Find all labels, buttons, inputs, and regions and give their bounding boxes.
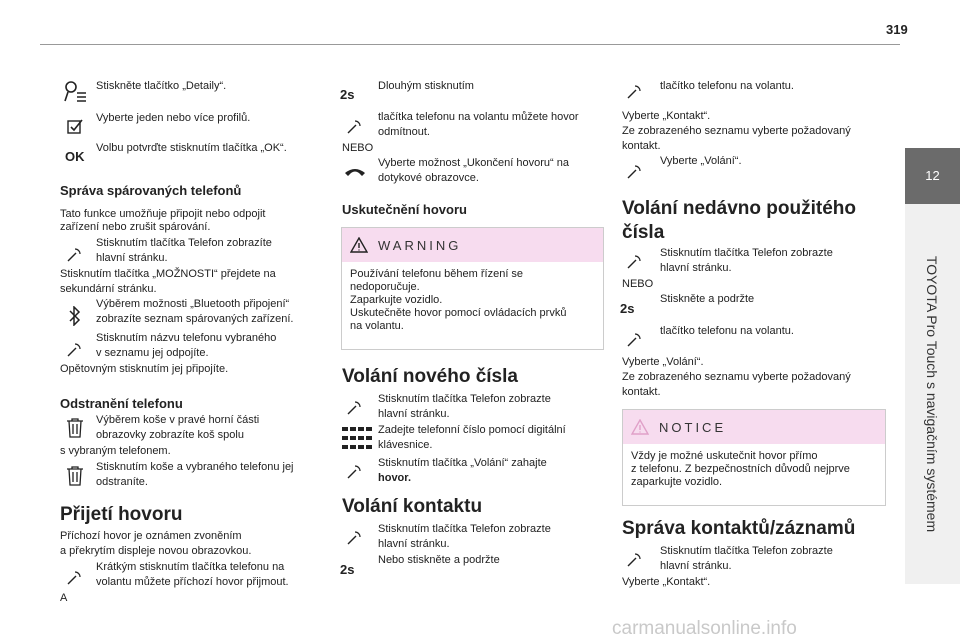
col1-text: hlavní stránku. <box>96 252 168 264</box>
section-heading: Uskutečnění hovoru <box>342 202 467 217</box>
col1-text: zařízení nebo zrušit spárování. <box>60 221 211 233</box>
touch-icon <box>626 330 644 348</box>
col1-text: Tato funkce umožňuje připojit nebo odpojit <box>60 208 266 220</box>
col2-text: Zadejte telefonní číslo pomocí digitální <box>378 424 566 436</box>
col1-text: Stisknutím tlačítka Telefon zobrazíte <box>96 237 272 249</box>
touch-icon <box>346 117 364 135</box>
col1-text: Stisknutím názvu telefonu vybraného <box>96 332 277 344</box>
page-number: 319 <box>886 22 908 37</box>
touch-icon <box>626 550 644 568</box>
col2-text: dotykové obrazovce. <box>378 172 479 184</box>
col1-text: Opětovným stisknutím jej připojíte. <box>60 363 229 375</box>
keypad-icon <box>342 427 372 449</box>
touch-icon <box>626 252 644 270</box>
col3-text: Stisknutím tlačítka Telefon zobrazte <box>660 247 833 259</box>
col3-text: Vyberte „Volání“. <box>622 356 704 368</box>
touch-icon <box>66 340 84 358</box>
col1-text: s vybraným telefonem. <box>60 445 171 457</box>
col1-text: Stisknutím tlačítka „MOŽNOSTI“ přejdete na <box>60 268 276 280</box>
notice-title: NOTICE <box>659 419 727 435</box>
section-heading: čísla <box>622 222 665 243</box>
col2-text: Dlouhým stisknutím <box>378 80 474 92</box>
notice-text: zaparkujte vozidlo. <box>631 476 723 488</box>
touch-icon <box>346 462 364 480</box>
touch-icon <box>66 245 84 263</box>
section-heading: Volání nedávno použitého <box>622 198 856 219</box>
col1-text: odstraníte. <box>96 476 148 488</box>
col3-text: kontakt. <box>622 386 661 398</box>
section-heading: Volání nového čísla <box>342 366 518 387</box>
col1-text: a překrytím displeje novou obrazovkou. <box>60 545 252 557</box>
col3-text: Vyberte „Volání“. <box>660 155 742 167</box>
col1-text: A <box>60 592 68 604</box>
trash-icon <box>66 466 84 486</box>
warning-text: Zaparkujte vozidlo. <box>350 294 443 306</box>
trash-icon <box>66 418 84 438</box>
warning-title: WARNING <box>378 237 462 253</box>
col2-text: hlavní stránku. <box>378 538 450 550</box>
col3-text: tlačítko telefonu na volantu. <box>660 325 794 337</box>
col2-text: Stisknutím tlačítka Telefon zobrazte <box>378 523 551 535</box>
col3-text: tlačítko telefonu na volantu. <box>660 80 794 92</box>
col1-text: Výběrem možnosti „Bluetooth připojení“ <box>96 298 290 310</box>
warning-icon <box>350 237 368 253</box>
touch-icon <box>626 162 644 180</box>
col1-text: v seznamu jej odpojíte. <box>96 347 209 359</box>
col1-text: Vyberte jeden nebo více profilů. <box>96 112 251 124</box>
col2-text: Nebo stiskněte a podržte <box>378 554 500 566</box>
section-heading: Správa kontaktů/záznamů <box>622 518 856 539</box>
warning-text: nedoporučuje. <box>350 281 420 293</box>
notice-text: z telefonu. Z bezpečnostních důvodů nejprve <box>631 463 850 475</box>
section-heading: Přijetí hovoru <box>60 504 183 525</box>
warning-box <box>341 227 604 350</box>
notice-icon <box>631 419 649 435</box>
col2-text: Stisknutím tlačítka Telefon zobrazte <box>378 393 551 405</box>
col1-text: Stiskněte tlačítko „Detaily“. <box>96 80 227 92</box>
col1-text: sekundární stránku. <box>60 283 157 295</box>
col1-text: volantu můžete příchozí hovor přijmout. <box>96 576 289 588</box>
col3-text: Ze zobrazeného seznamu vyberte požadovaný <box>622 125 851 137</box>
hold-2s-icon: 2s <box>620 301 635 316</box>
col1-text: Výběrem koše v pravé horní části <box>96 414 260 426</box>
col2-text: hovor. <box>378 472 412 484</box>
col3-text: NEBO <box>622 278 654 290</box>
col3-text: kontakt. <box>622 140 661 152</box>
hangup-icon <box>344 165 366 177</box>
watermark: carmanualsonline.info <box>612 618 797 639</box>
touch-icon <box>346 398 364 416</box>
col2-text: hlavní stránku. <box>378 408 450 420</box>
touch-icon <box>346 528 364 546</box>
side-title: TOYOTA Pro Touch s navigačním systémem <box>924 255 940 533</box>
col3-text: Vyberte „Kontakt“. <box>622 576 711 588</box>
notice-text: Vždy je možné uskutečnit hovor přímo <box>631 450 818 462</box>
col1-text: zobrazíte seznam spárovaných zařízení. <box>96 313 294 325</box>
header-divider <box>40 44 900 45</box>
touch-icon <box>626 82 644 100</box>
warning-text: Používání telefonu během řízení se <box>350 268 524 280</box>
notice-box <box>622 409 886 506</box>
col2-text: odmítnout. <box>378 126 430 138</box>
col2-text: NEBO <box>342 142 374 154</box>
col1-text: Příchozí hovor je oznámen zvoněním <box>60 530 242 542</box>
details-icon <box>63 79 87 103</box>
section-heading: Volání kontaktu <box>342 496 483 517</box>
col2-text: Vyberte možnost „Ukončení hovoru“ na <box>378 157 569 169</box>
col2-text: Stisknutím tlačítka „Volání“ zahajte <box>378 457 547 469</box>
section-heading: Odstranění telefonu <box>60 396 183 411</box>
hold-2s-icon: 2s <box>340 562 355 577</box>
warning-text: Uskutečněte hovor pomocí ovládacích prvků <box>350 307 567 319</box>
chapter-tab[interactable]: 12 <box>905 148 960 204</box>
col3-text: Ze zobrazeného seznamu vyberte požadovaný <box>622 371 851 383</box>
ok-icon: OK <box>65 149 85 164</box>
touch-icon <box>66 568 84 586</box>
col1-text: obrazovky zobrazíte koš spolu <box>96 429 244 441</box>
col3-text: Vyberte „Kontakt“. <box>622 110 711 122</box>
bluetooth-icon <box>68 306 82 326</box>
col3-text: Stisknutím tlačítka Telefon zobrazte <box>660 545 833 557</box>
col1-text: Krátkým stisknutím tlačítka telefonu na <box>96 561 285 573</box>
col1-text: Volbu potvrďte stisknutím tlačítka „OK“. <box>96 142 287 154</box>
col3-text: Stiskněte a podržte <box>660 293 755 305</box>
col3-text: hlavní stránku. <box>660 560 732 572</box>
col1-text: Stisknutím koše a vybraného telefonu jej <box>96 461 294 473</box>
col2-text: tlačítka telefonu na volantu můžete hovor <box>378 111 579 123</box>
col2-text: klávesnice. <box>378 439 433 451</box>
col3-text: hlavní stránku. <box>660 262 732 274</box>
checkbox-icon <box>67 118 83 134</box>
warning-text: na volantu. <box>350 320 404 332</box>
section-heading: Správa spárovaných telefonů <box>60 183 242 198</box>
hold-2s-icon: 2s <box>340 87 355 102</box>
